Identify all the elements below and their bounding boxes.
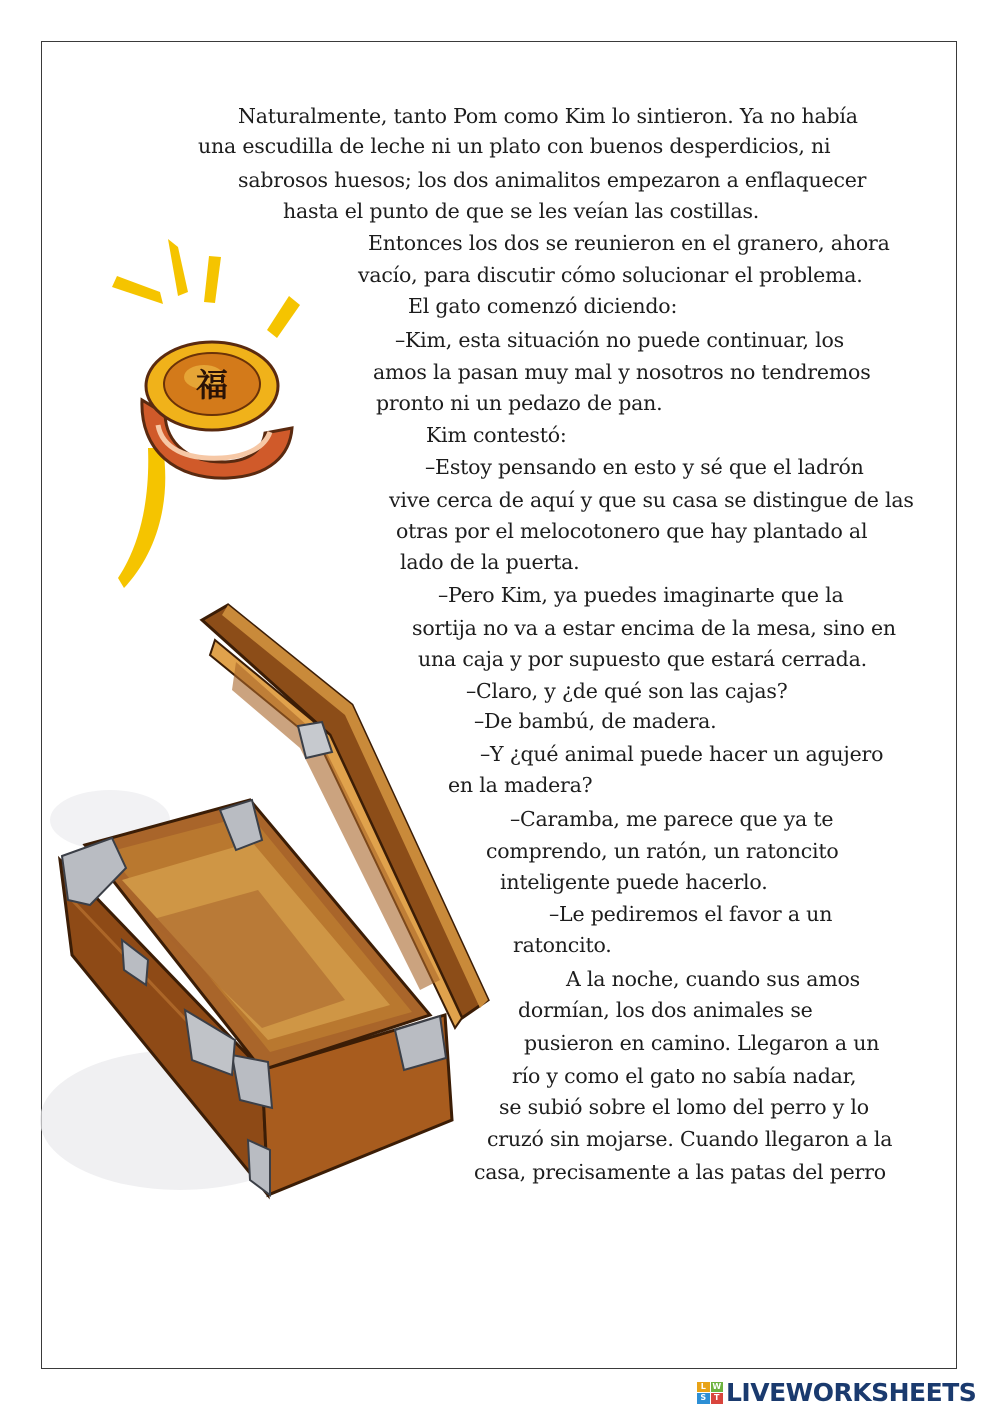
text-line: casa, precisamente a las patas del perro	[474, 1160, 886, 1184]
text-line: Naturalmente, tanto Pom como Kim lo sintieron. Ya no había	[238, 104, 858, 128]
text-line: en la madera?	[448, 773, 593, 797]
text-line: –Caramba, me parece que ya te	[510, 807, 834, 831]
text-line: Entonces los dos se reunieron en el granero, ahora	[368, 231, 890, 255]
text-line: pusieron en camino. Llegaron a un	[524, 1031, 880, 1055]
text-line: pronto ni un pedazo de pan.	[376, 391, 663, 415]
text-line: amos la pasan muy mal y nosotros no tendremos	[373, 360, 871, 384]
text-line: sortija no va a estar encima de la mesa, sino en	[412, 616, 896, 640]
text-line: El gato comenzó diciendo:	[408, 294, 678, 318]
text-line: lado de la puerta.	[400, 550, 580, 574]
text-line: –Le pediremos el favor a un	[549, 902, 833, 926]
text-line: una caja y por supuesto que estará cerrada.	[418, 647, 867, 671]
logo-letter: S	[697, 1393, 710, 1404]
text-line: hasta el punto de que se les veían las costillas.	[283, 199, 760, 223]
text-line: A la noche, cuando sus amos	[566, 967, 860, 991]
text-line: –Y ¿qué animal puede hacer un agujero	[480, 742, 884, 766]
text-line: dormían, los dos animales se	[518, 998, 813, 1022]
logo-letter: T	[711, 1393, 724, 1404]
text-line: una escudilla de leche ni un plato con buenos desperdicios, ni	[198, 134, 831, 158]
text-line: ratoncito.	[513, 933, 612, 957]
ring-glyph: 福	[195, 366, 229, 404]
liveworksheets-logo[interactable]	[697, 1378, 976, 1407]
brand-name: LIVEWORKSHEETS	[726, 1378, 977, 1407]
text-line: vacío, para discutir cómo solucionar el problema.	[358, 263, 863, 287]
logo-letter: L	[697, 1382, 710, 1393]
text-line: vive cerca de aquí y que su casa se distingue de las	[389, 488, 914, 512]
text-line: –De bambú, de madera.	[474, 709, 717, 733]
text-line: sabrosos huesos; los dos animalitos empezaron a enflaquecer	[238, 168, 867, 192]
text-line: comprendo, un ratón, un ratoncito	[486, 839, 839, 863]
text-line: –Kim, esta situación no puede continuar, los	[395, 328, 844, 352]
text-line: otras por el melocotonero que hay plantado al	[396, 519, 868, 543]
gold-ring-icon	[142, 342, 292, 478]
open-chest-icon	[40, 605, 488, 1195]
text-line: inteligente puede hacerlo.	[500, 870, 768, 894]
text-line: –Pero Kim, ya puedes imaginarte que la	[438, 583, 844, 607]
text-line: cruzó sin mojarse. Cuando llegaron a la	[487, 1127, 893, 1151]
text-line: –Claro, y ¿de qué son las cajas?	[466, 679, 788, 703]
text-line: –Estoy pensando en esto y sé que el ladrón	[425, 455, 864, 479]
liveworksheets-logo-icon	[697, 1382, 723, 1404]
text-line: Kim contestó:	[426, 423, 567, 447]
logo-letter: W	[712, 1381, 722, 1391]
text-line: se subió sobre el lomo del perro y lo	[499, 1095, 869, 1119]
text-line: río y como el gato no sabía nadar,	[512, 1064, 857, 1088]
